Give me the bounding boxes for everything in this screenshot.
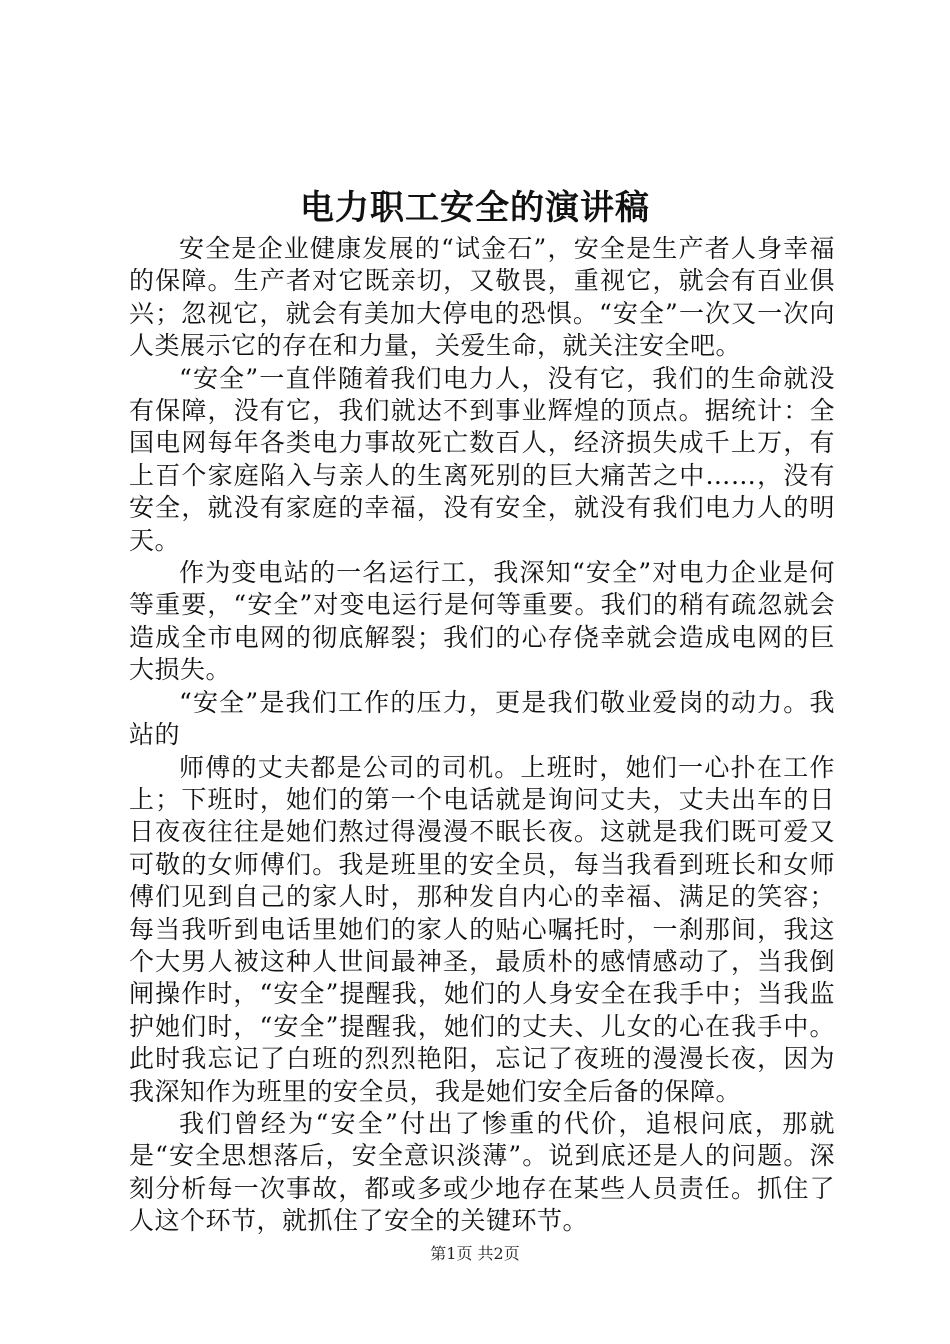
paragraph-6: 我们曾经为“安全”付出了惨重的代价，追根问底，那就是“安全思想落后，安全意识淡薄”。说到底还是人的问题。深刻分析每一次事故，都或多或少地存在某些人员责任。抓住了人这个环节，就抓住了安全的关键环节。 bbox=[129, 1108, 835, 1236]
paragraph-4: “安全”是我们工作的压力，更是我们敬业爱岗的动力。我站的 bbox=[129, 687, 835, 750]
paragraph-2: “安全”一直伴随着我们电力人，没有它，我们的生命就没有保障，没有它，我们就达不到事业辉煌的顶点。据统计：全国电网每年各类电力事故死亡数百人，经济损失成千上万，有上百个家庭陷入与亲人的生离死别的巨大痛苦之中……，没有安全，就没有家庭的幸福，没有安全，就没有我们电力人的明天。 bbox=[129, 363, 835, 555]
paragraph-5: 师傅的丈夫都是公司的司机。上班时，她们一心扑在工作上；下班时，她们的第一个电话就是询问丈夫，丈夫出车的日日夜夜往往是她们熬过得漫漫不眠长夜。这就是我们既可爱又可敬的女师傅们。我是班里的安全员，每当我看到班长和女师傅们见到自己的家人时，那种发自内心的幸福、满足的笑容；每当我听到电话里她们的家人的贴心嘱托时，一刹那间，我这个大男人被这种人世间最神圣，最质朴的感情感动了，当我倒闸操作时，“安全”提醒我，她们的人身安全在我手中；当我监护她们时，“安全”提醒我，她们的丈夫、儿女的心在我手中。此时我忘记了白班的烈烈艳阳，忘记了夜班的漫漫长夜，因为我深知作为班里的安全员，我是她们安全后备的保障。 bbox=[129, 752, 835, 1106]
document-title: 电力职工安全的演讲稿 bbox=[300, 188, 650, 228]
paragraph-1: 安全是企业健康发展的“试金石”，安全是生产者人身幸福的保障。生产者对它既亲切，又敬畏，重视它，就会有百业俱兴；忽视它，就会有美加大停电的恐惧。“安全”一次又一次向人类展示它的存在和力量，关爱生命，就关注安全吧。 bbox=[129, 234, 835, 361]
document-body bbox=[129, 233, 835, 1238]
paragraph-3: 作为变电站的一名运行工，我深知“安全”对电力企业是何等重要，“安全”对变电运行是何等重要。我们的稍有疏忽就会造成全市电网的彻底解裂；我们的心存侥幸就会造成电网的巨大损失。 bbox=[129, 558, 835, 685]
page-footer: 第1页 共2页 bbox=[430, 1244, 520, 1263]
